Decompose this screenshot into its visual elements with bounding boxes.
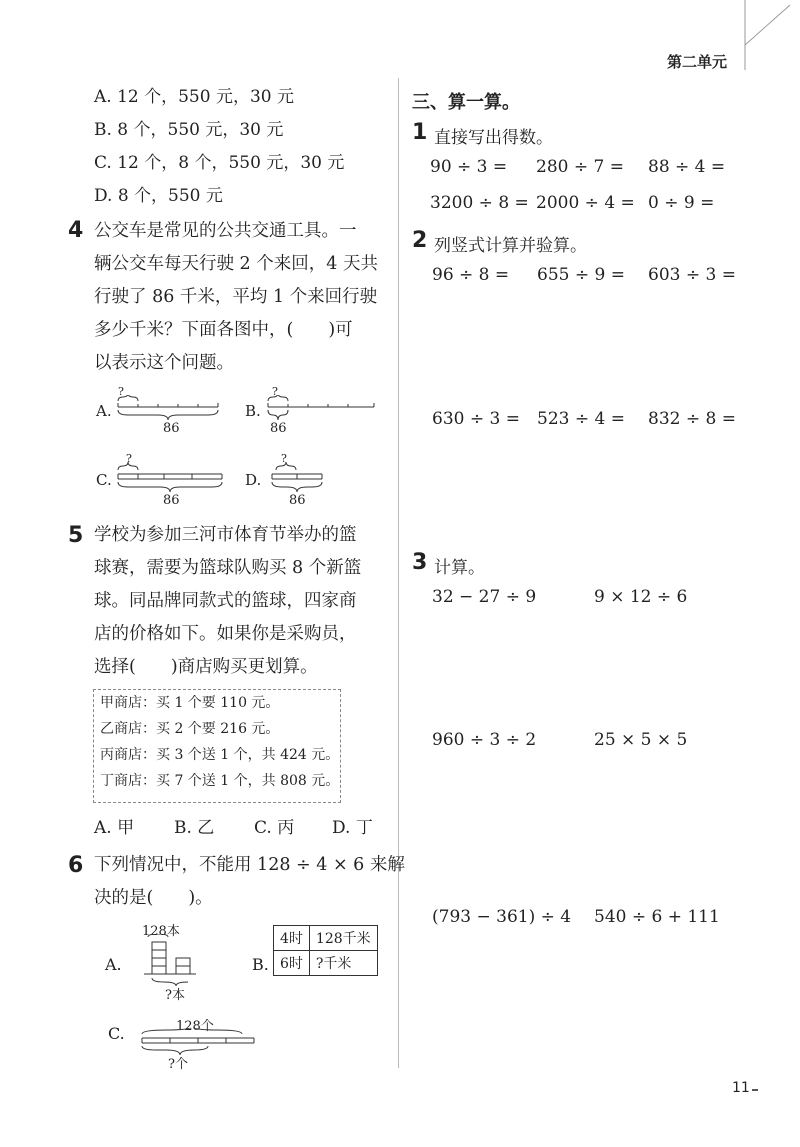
q4-figure-a-diagram <box>112 395 227 423</box>
q4-figure-a-label: A. <box>96 402 112 420</box>
q4-line: 辆公交车每天行驶 2 个来回，4 天共 <box>94 254 378 274</box>
s3-item: 32 − 27 ÷ 9 <box>432 587 537 607</box>
q3-option-b: B. 8 个，550 元，30 元 <box>94 120 284 140</box>
section-title: 三、算一算。 <box>412 92 520 113</box>
q6-figure-c-top: 128个 <box>176 1019 214 1034</box>
s3-number: 3 <box>412 550 428 575</box>
q6-figure-a-bottom: ?本 <box>165 988 185 1003</box>
shop-price-box <box>93 689 341 803</box>
q4-text <box>94 215 414 380</box>
s1-item: 90 ÷ 3 = <box>430 157 508 177</box>
s3-item: (793 − 361) ÷ 4 <box>432 907 572 927</box>
q4-figure-d-total: 86 <box>289 493 306 508</box>
q6-figure-b-table <box>273 925 378 976</box>
q5-text <box>94 519 414 684</box>
shop-jia: 甲商店：买 1 个要 110 元。 <box>100 695 280 711</box>
q5-number: 5 <box>68 523 84 548</box>
q3-option-c: C. 12 个，8 个，550 元，30 元 <box>94 153 345 173</box>
s1-item: 88 ÷ 4 = <box>648 157 726 177</box>
q6-line: 决的是( )。 <box>94 888 213 908</box>
page-number: 11 <box>732 1080 750 1096</box>
q5-option-b: B. 乙 <box>174 818 215 838</box>
s2-item: 655 ÷ 9 = <box>537 265 625 285</box>
shop-yi: 乙商店：买 2 个要 216 元。 <box>100 721 280 737</box>
q6-figure-b-label: B. <box>252 955 269 974</box>
q4-figure-d-label: D. <box>245 471 262 489</box>
page-number-dash <box>752 1089 758 1091</box>
q6-figure-a-top: 128本 <box>142 924 180 939</box>
q6-table-cell: 128千米 <box>309 926 377 951</box>
q6-figure-c-bottom: ?个 <box>168 1057 188 1072</box>
q6-number: 6 <box>68 853 84 878</box>
q4-figure-c-diagram <box>112 462 227 492</box>
q6-figure-c-label: C. <box>108 1024 125 1043</box>
q5-line: 球。同品牌同款式的篮球，四家商 <box>94 591 357 611</box>
s2-item: 96 ÷ 8 = <box>432 265 510 285</box>
s1-number: 1 <box>412 120 428 145</box>
shop-ding: 丁商店：买 7 个送 1 个，共 808 元。 <box>100 773 340 789</box>
q5-line: 店的价格如下。如果你是采购员， <box>94 624 357 644</box>
q6-table-cell: ?千米 <box>309 951 377 976</box>
q3-option-d: D. 8 个，550 元 <box>94 186 223 206</box>
shop-bing: 丙商店：买 3 个送 1 个，共 424 元。 <box>100 747 340 763</box>
q5-line: 球赛，需要为篮球队购买 8 个新篮 <box>94 558 362 578</box>
s1-title: 直接写出得数。 <box>434 128 553 148</box>
s3-item: 540 ÷ 6 + 111 <box>594 907 720 927</box>
q6-figure-a-label: A. <box>105 955 122 974</box>
q4-figure-b-diagram <box>262 395 377 423</box>
q6-figure-c-diagram <box>136 1028 266 1058</box>
q5-line: 学校为参加三河市体育节举办的篮 <box>94 525 357 545</box>
s2-number: 2 <box>412 228 428 253</box>
s3-title: 计算。 <box>434 558 485 578</box>
s2-item: 630 ÷ 3 = <box>432 409 520 429</box>
q5-option-c: C. 丙 <box>254 818 295 838</box>
s1-item: 0 ÷ 9 = <box>648 193 715 213</box>
q4-line: 多少千米？下面各图中，( )可 <box>94 320 353 340</box>
q5-line: 选择( )商店购买更划算。 <box>94 657 318 677</box>
q6-figure-a-stack <box>140 934 200 990</box>
s1-item: 280 ÷ 7 = <box>536 157 624 177</box>
q4-figure-c-question: ? <box>126 452 132 465</box>
q6-table-cell: 6时 <box>274 951 310 976</box>
q5-option-a: A. 甲 <box>94 818 135 838</box>
q5-option-d: D. 丁 <box>332 818 373 838</box>
q4-figure-a-total: 86 <box>163 421 180 436</box>
q4-figure-d-question: ? <box>281 452 287 465</box>
s3-item: 25 × 5 × 5 <box>594 730 688 750</box>
unit-title: 第二单元 <box>667 53 728 71</box>
q4-line: 行驶了 86 千米，平均 1 个来回行驶 <box>94 287 378 307</box>
q4-line: 以表示这个问题。 <box>94 353 234 373</box>
q4-figure-a-question: ? <box>118 385 124 398</box>
q4-figure-b-total: 86 <box>270 421 287 436</box>
q4-figure-c-total: 86 <box>163 493 180 508</box>
q6-table-cell: 4时 <box>274 926 310 951</box>
s3-item: 960 ÷ 3 ÷ 2 <box>432 730 537 750</box>
s2-title: 列竖式计算并验算。 <box>434 236 587 256</box>
q6-line: 下列情况中，不能用 128 ÷ 4 × 6 来解 <box>94 855 405 875</box>
q4-figure-b-question: ? <box>272 385 278 398</box>
q4-line: 公交车是常见的公共交通工具。一 <box>94 221 357 241</box>
s3-item: 9 × 12 ÷ 6 <box>594 587 688 607</box>
q4-figure-d-diagram <box>266 462 381 492</box>
q3-option-a: A. 12 个，550 元，30 元 <box>94 87 295 107</box>
q6-text <box>94 849 414 915</box>
q4-number: 4 <box>68 218 84 243</box>
s1-item: 3200 ÷ 8 = <box>430 193 529 213</box>
q4-figure-b-label: B. <box>245 402 261 420</box>
q4-figure-c-label: C. <box>96 471 112 489</box>
s2-item: 603 ÷ 3 = <box>648 265 736 285</box>
s2-item: 523 ÷ 4 = <box>537 409 625 429</box>
s1-item: 2000 ÷ 4 = <box>536 193 635 213</box>
s2-item: 832 ÷ 8 = <box>648 409 736 429</box>
